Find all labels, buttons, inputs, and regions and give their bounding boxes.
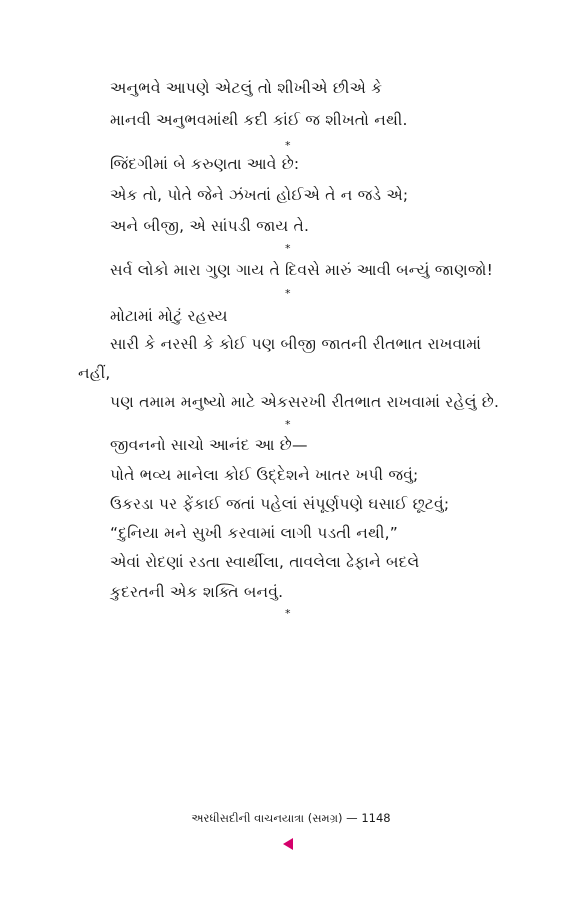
text-line: પણ તમામ મનુષ્યો માટે એકસરખી રીતભાત રાખવામાં રહેલું છે.	[110, 393, 500, 411]
text-line: સર્વ લોકો મારા ગુણ ગાય તે દિવસે મારું આવી બન્યું જાણજો!	[110, 261, 493, 279]
text-line: ઉકરડા પર ફેંકાઈ જતાં પહેલાં સંપૂર્ણપણે ઘસાઈ છૂટવું;	[110, 495, 450, 513]
text-line: જીવનનો સાચો આનંદ આ છે—	[110, 436, 308, 454]
previous-page-arrow-icon[interactable]	[283, 838, 293, 850]
text-line: માનવી અનુભવમાંથી કદી કાંઈ જ શીખતો નથી.	[110, 111, 408, 129]
text-line: સારી કે નરસી કે કોઈ પણ બીજી જાતની રીતભાત રાખવામાં	[110, 335, 482, 353]
text-line: કુદરતની એક શક્તિ બનવું.	[110, 583, 284, 601]
text-line: “દુનિયા મને સુખી કરવામાં લાગી પડતી નથી,”	[110, 524, 398, 542]
section-separator: *	[285, 139, 291, 152]
text-line: નહીં,	[78, 364, 111, 382]
text-line: અનુભવે આપણે એટલું તો શીખીએ છીએ કે	[110, 79, 383, 97]
section-separator: *	[285, 242, 291, 255]
text-line: પોતે ભવ્ય માનેલા કોઈ ઉદ્દેશને ખાતર ખપી જવું;	[110, 466, 419, 484]
page-footer: અરધીસદીની વાચનયાત્રા (સમગ્ર) — 1148	[191, 811, 391, 825]
text-line: એક તો, પોતે જેને ઝંખતાં હોઈએ તે ન જડે એ;	[110, 186, 409, 204]
section-separator: *	[285, 287, 291, 300]
section-separator: *	[285, 607, 291, 620]
text-line: અને બીજી, એ સાંપડી જાય તે.	[110, 217, 310, 235]
text-line: જિંદગીમાં બે કરુણતા આવે છે:	[110, 155, 300, 173]
text-line: એવાં રોદણાં રડતા સ્વાર્થીલા, તાવલેલા ઢેફાને બદલે	[110, 553, 420, 571]
text-line: મોટામાં મોટું રહસ્ય	[110, 307, 228, 325]
section-separator: *	[285, 418, 291, 431]
